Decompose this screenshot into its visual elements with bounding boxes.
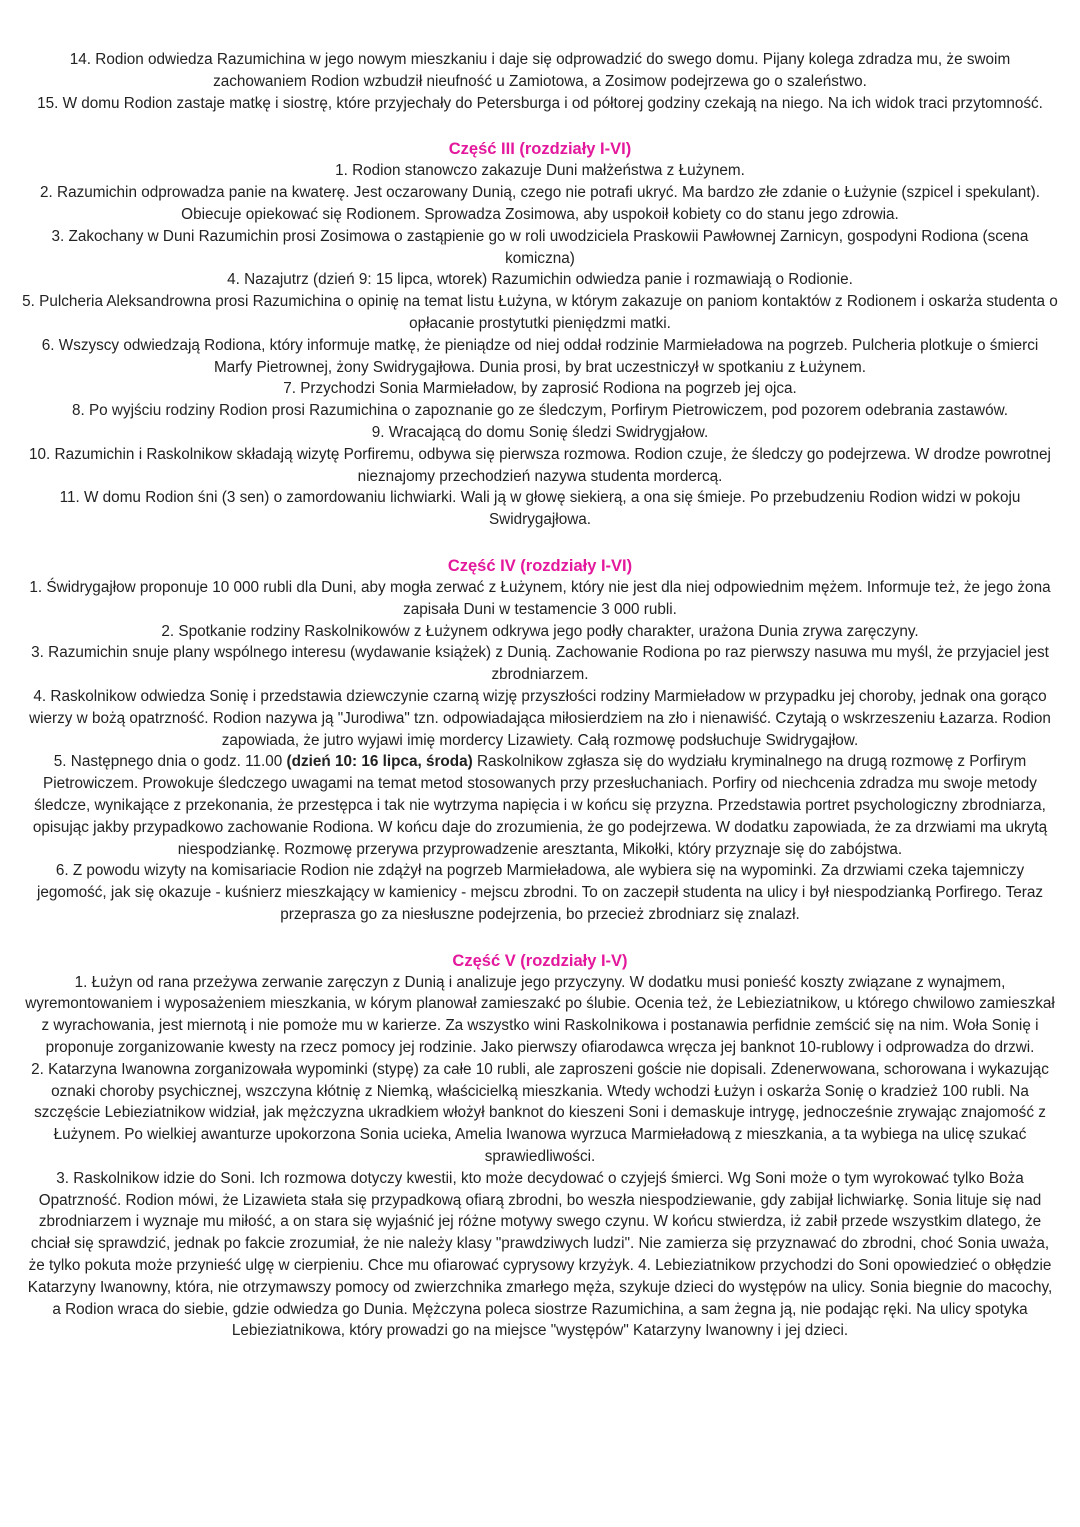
summary-item: 1. Świdrygajłow proponuje 10 000 rubli dla Duni, aby mogła zerwać z Łużynem, który nie jest dla niej odpowiednim mężem. Informuje też, że jego żona zapisała Duni w testamencie 3 000 rubli. <box>29 578 1051 618</box>
summary-item: 3. Raskolnikow idzie do Soni. Ich rozmowa dotyczy kwestii, kto może decydować o czyjejś śmierci. Wg Soni może o tym wyrokować tylko Boża Opatrzność. Rodion mówi, że Lizawieta stała się przypadkową ofiarą zbrodni, bo weszła niespodziewanie, gdy zabijał lichwiarkę. Sonia lituje się nad zbrodniarzem i wyznaje mu miłość, a on stara się wyjaśnić jej różne motywy swego czynu. W końcu stwierdza, iż zabił przede wszystkim dlatego, że chciał się sprawdzić, jednak po fakcie zrozumiał, że nie należy klasy "prawdziwych ludzi". Nie zamierza się przyznawać do zbrodni, choć Sonia uważa, że tylko pokuta może przynieść ulgę w cierpieniu. Chce mu ofiarować cyprysowy krzyżyk. 4. Lebieziatnikow przychodzi do Soni opowiedzieć o obłędzie Katarzyny Iwanowny, która, nie otrzymawszy pomocy od zwierzchnika zmarłego męża, szykuje dzieci do występów na ulicy. Sonia biegnie do macochy, a Rodion wraca do siebie, gdzie odwiedza go Dunia. Mężczyna poleca siostrze Razumichina, a sam żegna ją, nie podając ręki. Na ulicy spotyka Lebieziatnikowa, który prowadzi go na miejsce "występów" Katarzyny Iwanowny i jej dzieci. <box>27 1169 1053 1340</box>
summary-item: 15. W domu Rodion zastaje matkę i siostrę, które przyjechały do Petersburga i od półtorej godziny czekają na niego. Na ich widok traci przytomność. <box>37 94 1043 112</box>
summary-item: 3. Razumichin snuje plany wspólnego interesu (wydawanie książek) z Dunią. Zachowanie Rodiona po raz pierwszy nasuwa mu myśl, że przyjaciel jest zbrodniarzem. <box>31 644 1049 684</box>
item-text: 5. Następnego dnia o godz. 11.00 <box>53 753 287 771</box>
summary-item: 3. Zakochany w Duni Razumichin prosi Zosimowa o zastąpienie go w roli uwodziciela Praskowii Pawłownej Zarnicyn, gospodyni Rodiona (scena komiczna) <box>51 227 1029 267</box>
section-title-part-5: Część V (rozdziały I-V) <box>452 951 628 970</box>
summary-item: 6. Wszyscy odwiedzają Rodiona, który informuje matkę, że pieniądze od niej oddał rodzinie Marmieładowa na pogrzeb. Pulcheria plotkuje o śmierci Marfy Pietrownej, żony Swidrygajłowa. Dunia prosi, by brat uczestniczył w spotkaniu z Łużynem. <box>41 336 1039 376</box>
summary-item: 4. Raskolnikow odwiedza Sonię i przedstawia dziewczynie czarną wizję przyszłości rodziny Marmieładow w przypadku jej choroby, jednak ona gorąco wierzy w bożą opatrzność. Rodion nazywa ją "Jurodiwa" tzn. odpowiadająca miłosierdziem na zło i nienawiść. Czytają o wskrzeszeniu Łazarza. Rodion zapowiada, że jutro wyjawi imię mordercy Lizawiety. Całą rozmowę podsłuchuje Swidrygajłow. <box>29 687 1051 749</box>
summary-item: 11. W domu Rodion śni (3 sen) o zamordowaniu lichwiarki. Wali ją w głowę siekierą, a ona się śmieje. Po przebudzeniu Rodion widzi w pokoju Swidrygajłowa. <box>59 489 1021 529</box>
summary-item: 2. Razumichin odprowadza panie na kwaterę. Jest oczarowany Dunią, czego nie potrafi ukryć. Ma bardzo złe zdanie o Łużynie (szpicel i spekulant). Obiecuje opiekować się Rodionem. Sprowadza Zosimowa, aby uspokoił kobiety co do stanu jego zdrowia. <box>40 184 1040 223</box>
item-text: Raskolnikow zgłasza się do wydziału kryminalnego na drugą rozmowę z Porfirym Pietrowiczem. Prowokuje śledczego uwagami na temat metod stosowanych przy przesłuchaniach. Porfiry od niechcenia zdradza mu swoje metody śledcze, wynikające z przekonania, że przestępca i tak nie wytrzyma napięcia i w końcu się przyzna. Przedstawia portret psychologiczny zbrodniarza, opisując jakby przypadkowo zachowanie Rodiona. W końcu daje do zrozumienia, że go podejrzewa. W dodatku zapowiada, że za drzwiami ma ukrytą niespodziankę. Rozmowę przerywa przyprowadzenie aresztanta, Mikołki, który przyznaje się do zabójstwa. <box>32 753 1048 858</box>
summary-item: 9. Wracającą do domu Sonię śledzi Swidrygjałow. <box>371 423 709 441</box>
summary-item <box>22 751 1058 860</box>
summary-item: 7. Przychodzi Sonia Marmieładow, by zaprosić Rodiona na pogrzeb jej ojca. <box>283 380 797 398</box>
summary-item: 1. Łużyn od rana przeżywa zerwanie zaręczyn z Dunią i analizuje jego przyczyny. W dodatku musi ponieść koszty związane z wynajmem, wyremontowaniem i wyposażeniem mieszkania, w kórym planował zamieszakć po ślubie. Ocenia też, że Lebieziatnikow, u którego chwilowo zamieszkał z wyrachowania, jest miernotą i nie pomoże mu w karierze. Za wszystko wini Raskolnikowa i postanawia perfidnie zemścić się na nim. Woła Sonię i proponuje zorganizowanie kwesty na rzecz pomocy jej rodzinie. Jako pierwszy ofiarodawca wręcza jej banknot 10-rublowy i odprowadza do drzwi. <box>25 973 1055 1057</box>
summary-item: 6. Z powodu wizyty na komisariacie Rodion nie zdążył na pogrzeb Marmieładowa, ale wybiera się na wypominki. Za drzwiami czeka tajemniczy jegomość, jak się okazuje - kuśnierz mieszkający w kamienicy - mejscu zbrodni. To on zaczepił studenta na ulicy i był niespodzianką Porfirego. Teraz przeprasza go za niesłuszne podejrzenia, bo przecież zbrodniarz się znalazł. <box>36 862 1044 923</box>
summary-item: 2. Spotkanie rodziny Raskolnikowów z Łużynem odkrywa jego podły charakter, urażona Dunia zrywa zaręczyny. <box>161 622 919 640</box>
summary-item: 1. Rodion stanowczo zakazuje Duni małżeństwa z Łużynem. <box>335 162 745 180</box>
section-title-part-3: Część III (rozdziały I-VI) <box>448 140 632 159</box>
summary-item: 8. Po wyjściu rodziny Rodion prosi Razumichina o zapoznanie go ze śledczym, Porfirym Pietrowiczem, pod pozorem odebrania zastawów. <box>71 402 1009 420</box>
summary-item: 10. Razumichin i Raskolnikow składają wizytę Porfiremu, odbywa się pierwsza rozmowa. Rodion czuje, że śledczy go podejrzewa. W drodze powrotnej nieznajomy przechodzień nazywa studenta mordercą. <box>29 445 1051 485</box>
summary-item: 14. Rodion odwiedza Razumichina w jego nowym mieszkaniu i daje się odprowadzić do swego domu. Pijany kolega zdradza mu, że swoim zachowaniem Rodion wzbudził nieufność u Zamiotowa, a Zosimow podejrzewa go o szaleństwo. <box>69 51 1011 90</box>
date-highlight: (dzień 10: 16 lipca, środa) <box>286 753 473 771</box>
summary-item: 2. Katarzyna Iwanowna zorganizowała wypominki (stypę) za całe 10 rubli, ale zaproszeni goście nie dopisali. Zdenerwowana, schorowana i wykazując oznaki choroby psychicznej, wszczyna kłótnię z Niemką, właścicielką mieszkania. Wtedy wchodzi Łużyn i oskarża Sonię o kradzież 100 rubli. Na szczęście Lebieziatnikow widział, jak mężczyzna ukradkiem włożył banknot do kieszeni Soni i demaskuje intrygę, jednocześnie zrywając znajomość z Łużynem. Po wielkiej awanturze upokorzona Sonia ucieka, Amelia Iwanowa wyrzuca Marmieładową z mieszkania, a ta wybiega na ulicę szukać sprawiedliwości. <box>31 1060 1049 1166</box>
section-title-part-4: Część IV (rozdziały I-VI) <box>447 556 633 575</box>
summary-item: 5. Pulcheria Aleksandrowna prosi Razumichina o opinię na temat listu Łużyna, w którym zakazuje on paniom kontaktów z Rodionem i oskarża studenta o opłacanie prostytutki pieniędzmi matki. <box>22 293 1058 332</box>
summary-item: 4. Nazajutrz (dzień 9: 15 lipca, wtorek) Razumichin odwiedza panie i rozmawiają o Rodionie. <box>227 271 853 289</box>
